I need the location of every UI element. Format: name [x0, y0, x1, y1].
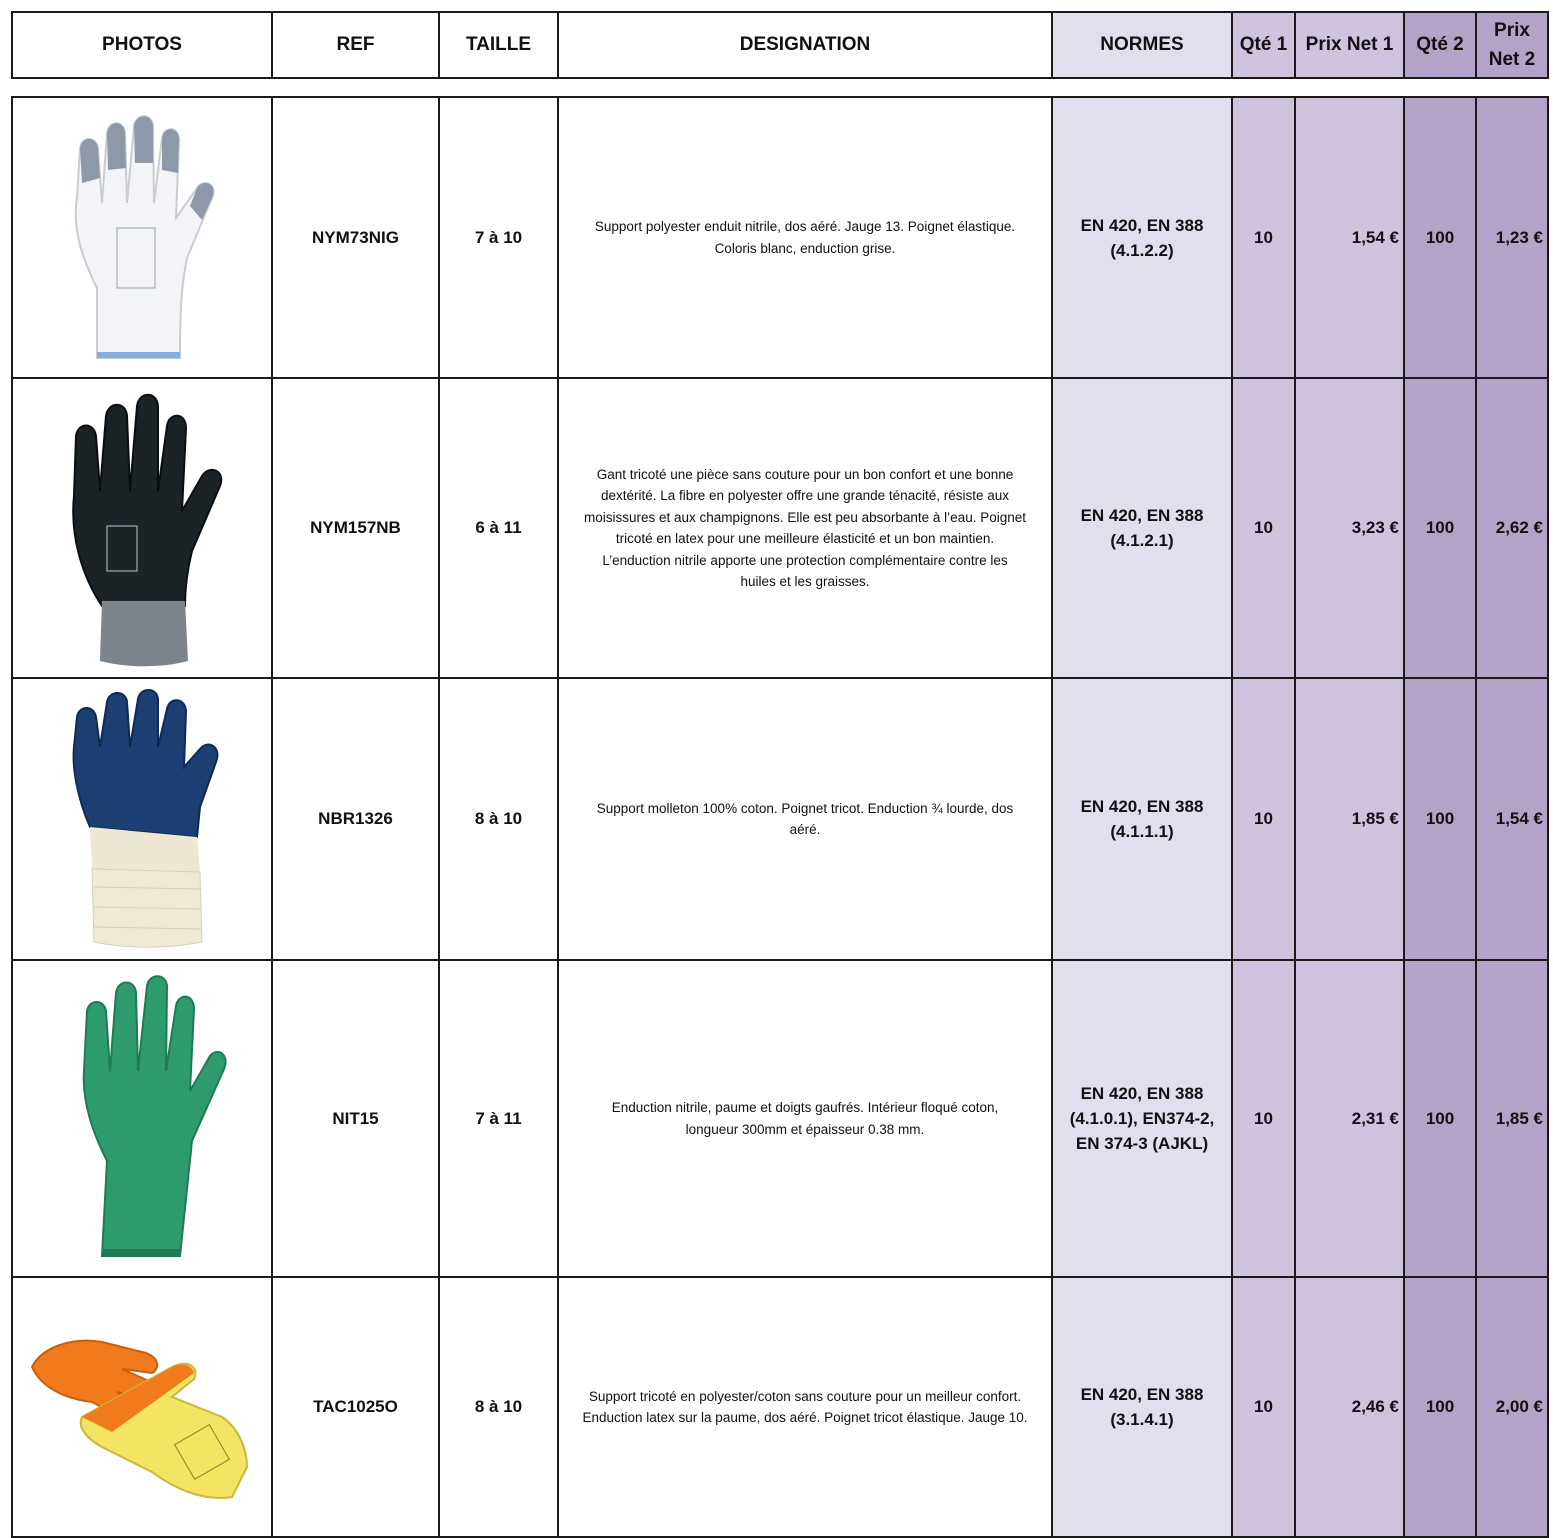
normes-line: EN 420, EN 388: [1080, 1385, 1204, 1404]
normes-line: (4.1.2.1): [1110, 531, 1174, 550]
normes-line: EN 374-3 (AJKL): [1075, 1134, 1209, 1153]
product-photo: [11, 379, 273, 679]
product-prix1: 1,85 €: [1296, 679, 1405, 961]
designation-line: Gant tricoté une pièce sans couture pour un bon confort et une bonne: [596, 466, 1014, 482]
product-qte1: 10: [1233, 961, 1296, 1278]
designation-line: moisissures et aux champignons. Elle est peu absorbante à l’eau. Poignet: [583, 509, 1026, 525]
product-photo: [11, 961, 273, 1278]
product-taille: 7 à 11: [440, 961, 559, 1278]
product-photo: [11, 98, 273, 379]
designation-line: Coloris blanc, enduction grise.: [714, 240, 896, 256]
designation-line: Support tricoté en polyester/coton sans couture pour un meilleur confort.: [588, 1388, 1022, 1404]
product-qte1: 10: [1233, 679, 1296, 961]
product-designation: [559, 379, 1053, 679]
green-nitrile-long-glove-icon: [52, 971, 232, 1266]
header-prix-net2: [1477, 13, 1549, 79]
designation-line: Support polyester enduit nitrile, dos aéré. Jauge 13. Poignet élastique.: [594, 219, 1016, 234]
product-normes: [1053, 1278, 1233, 1538]
designation-line: aéré.: [789, 822, 821, 837]
designation-line: tricoté en latex pour une meilleure élasticité et un bon maintien.: [615, 531, 995, 546]
product-taille: 7 à 10: [440, 98, 559, 379]
product-qte1: 10: [1233, 379, 1296, 679]
product-qte1: 10: [1233, 98, 1296, 379]
product-prix1: 2,31 €: [1296, 961, 1405, 1278]
black-nitrile-glove-icon: [52, 386, 232, 671]
designation-line: longueur 300mm et épaisseur 0.38 mm.: [685, 1121, 925, 1137]
table-header: [11, 11, 1549, 79]
table-body: [11, 96, 1549, 1538]
designation-line: Enduction nitrile, paume et doigts gaufrés. Intérieur floqué coton,: [611, 1100, 999, 1115]
normes-line: EN 420, EN 388: [1080, 506, 1204, 525]
product-qte1: 10: [1233, 1278, 1296, 1538]
product-designation: [559, 1278, 1053, 1538]
product-qte2: 100: [1405, 1278, 1477, 1538]
normes-line: EN 420, EN 388: [1080, 215, 1204, 235]
product-prix2: 1,23 €: [1477, 98, 1549, 379]
designation-line: L’enduction nitrile apporte une protection complémentaire contre les: [602, 552, 1008, 568]
product-ref: NYM73NIG: [273, 98, 440, 379]
normes-line: (4.1.2.2): [1110, 240, 1174, 260]
normes-line: EN 420, EN 388: [1080, 797, 1204, 816]
header-normes: NORMES: [1053, 13, 1233, 79]
product-photo: [11, 1278, 273, 1538]
normes-line: (3.1.4.1): [1110, 1410, 1174, 1429]
product-prix1: 1,54 €: [1296, 98, 1405, 379]
header-qte2: Qté 2: [1405, 13, 1477, 79]
product-designation: [559, 98, 1053, 379]
designation-line: dextérité. La fibre en polyester offre une grande ténacité, résiste aux: [600, 488, 1009, 503]
product-prix2: 2,00 €: [1477, 1278, 1549, 1538]
product-qte2: 100: [1405, 98, 1477, 379]
product-prix2: 1,85 €: [1477, 961, 1549, 1278]
product-ref: NYM157NB: [273, 379, 440, 679]
designation-line: Support molleton 100% coton. Poignet tricot. Enduction ¾ lourde, dos: [596, 800, 1014, 816]
product-prix1: 3,23 €: [1296, 379, 1405, 679]
product-qte2: 100: [1405, 379, 1477, 679]
product-taille: 8 à 10: [440, 1278, 559, 1538]
header-qte1: Qté 1: [1233, 13, 1296, 79]
product-qte2: 100: [1405, 679, 1477, 961]
header-prix-net2-line1: Prix: [1494, 20, 1530, 41]
designation-line: huiles et les graisses.: [740, 574, 870, 589]
product-designation: [559, 679, 1053, 961]
product-qte2: 100: [1405, 961, 1477, 1278]
white-glove-grey-coating-icon: [52, 108, 232, 368]
blue-nitrile-glove-knit-cuff-icon: [52, 687, 232, 952]
product-taille: 8 à 10: [440, 679, 559, 961]
product-normes: [1053, 679, 1233, 961]
product-prix2: 2,62 €: [1477, 379, 1549, 679]
product-designation: [559, 961, 1053, 1278]
product-ref: TAC1025O: [273, 1278, 440, 1538]
header-ref: REF: [273, 13, 440, 79]
product-normes: [1053, 961, 1233, 1278]
normes-line: EN 420, EN 388: [1080, 1084, 1204, 1103]
header-taille: TAILLE: [440, 13, 559, 79]
product-prix2: 1,54 €: [1477, 679, 1549, 961]
product-ref: NIT15: [273, 961, 440, 1278]
product-normes: [1053, 98, 1233, 379]
product-ref: NBR1326: [273, 679, 440, 961]
product-normes: [1053, 379, 1233, 679]
header-prix-net2-line2: Net 2: [1488, 49, 1536, 70]
header-designation: DESIGNATION: [559, 13, 1053, 79]
header-photos: PHOTOS: [11, 13, 273, 79]
normes-line: (4.1.1.1): [1110, 822, 1174, 841]
product-photo: [11, 679, 273, 961]
product-prix1: 2,46 €: [1296, 1278, 1405, 1538]
orange-latex-yellow-glove-pair-icon: [22, 1307, 262, 1507]
header-prix-net1: Prix Net 1: [1296, 13, 1405, 79]
designation-line: Enduction latex sur la paume, dos aéré. Poignet tricot élastique. Jauge 10.: [582, 1410, 1028, 1425]
normes-line: (4.1.0.1), EN374-2,: [1069, 1109, 1215, 1128]
product-taille: 6 à 11: [440, 379, 559, 679]
